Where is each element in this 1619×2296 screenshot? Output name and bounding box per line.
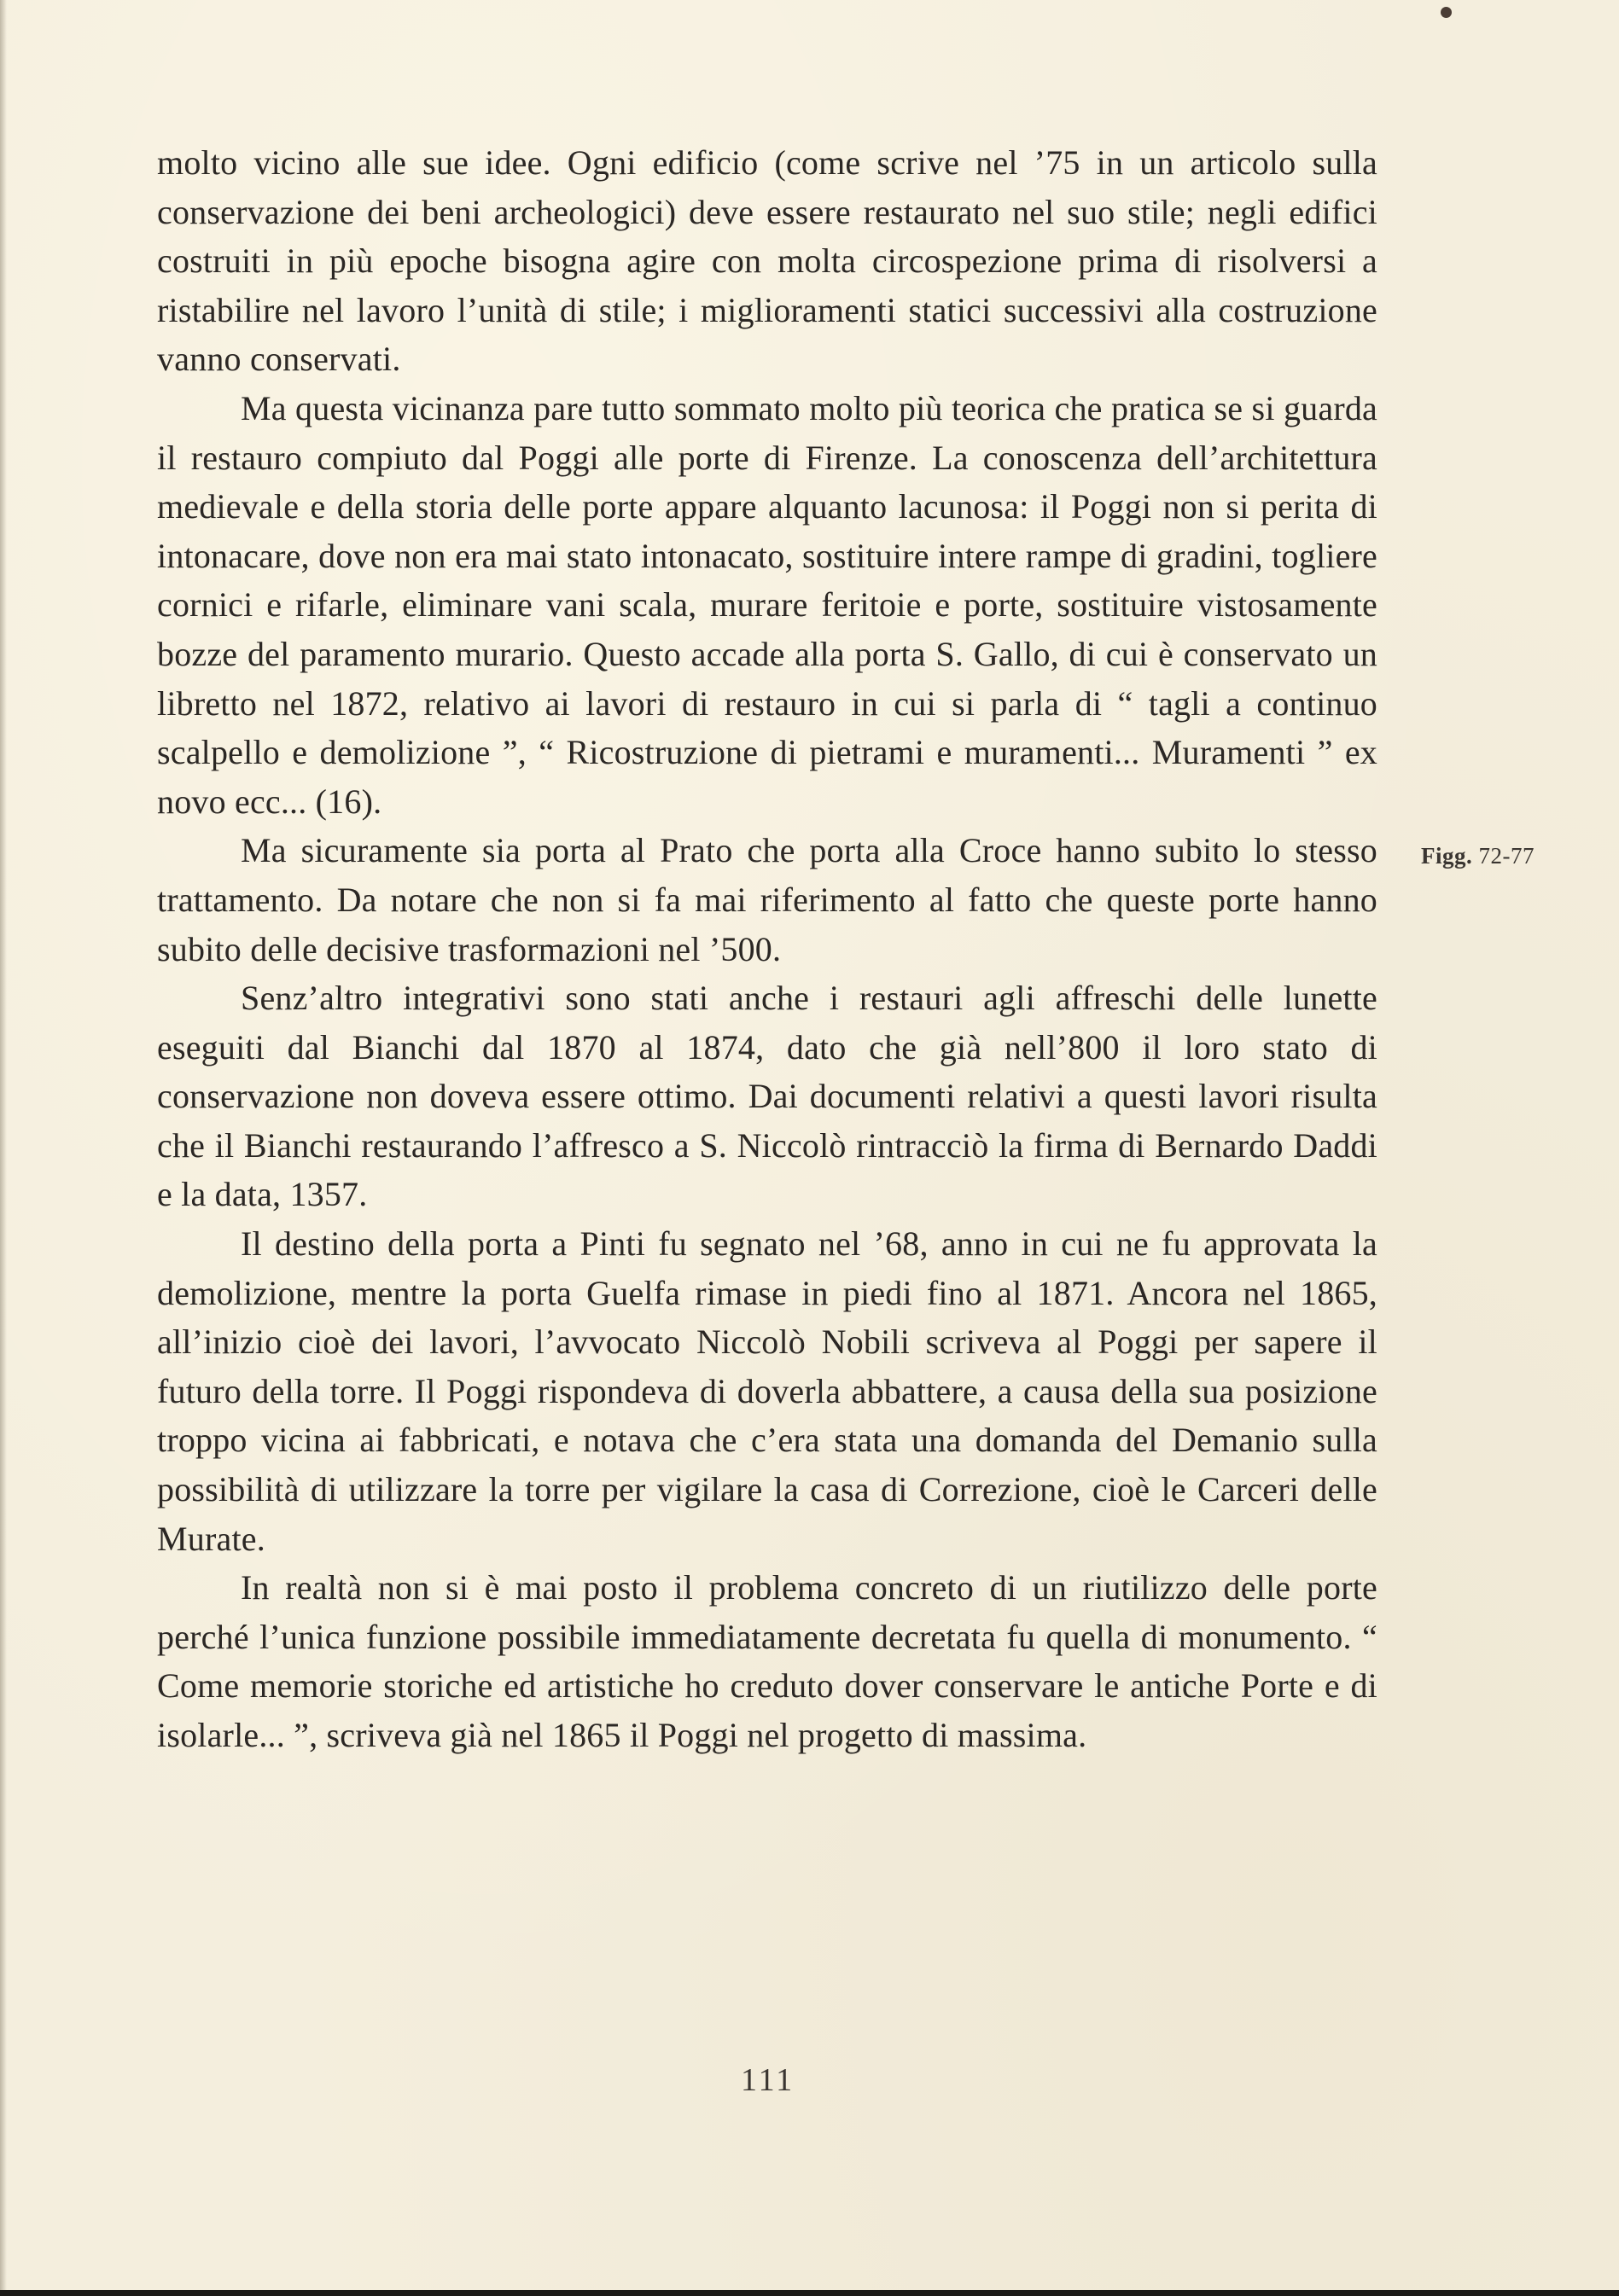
- paragraph: Senz’altro integrativi sono stati anche i restauri agli affreschi delle lunette eseguiti dal Bianchi dal 1870 al 1874, dato che già nell’800 il loro stato di conservazione non doveva essere ottimo. Dai documenti relativi a questi lavori risulta che il Bianchi restaurando l’affresco a S. Niccolò rintracciò la firma di Bernardo Daddi e la data, 1357.: [157, 979, 1377, 1214]
- figure-reference-label: Figg.: [1421, 843, 1473, 869]
- paragraph: molto vicino alle sue idee. Ogni edificio (come scrive nel ’75 in un articolo sulla conservazione dei beni archeologici) deve essere restaurato nel suo stile; negli edifici costruiti in più epoche bisogna agire con molta circospezione prima di risolversi a ristabilire nel lavoro l’unità di stile; i miglioramenti statici successivi alla costruzione vanno conservati.: [157, 143, 1377, 379]
- paragraph: In realtà non si è mai posto il problema concreto di un riutilizzo delle porte perché l’unica funzione possibile immediatamente decretata fu quella di monumento. “ Come memorie storiche ed artistiche ho creduto dover conservare le antiche Porte e di isolarle... ”, scriveva già nel 1865 il Poggi nel progetto di massima.: [157, 1568, 1377, 1754]
- page-number: 111: [741, 2062, 795, 2098]
- figure-reference-note: [1421, 843, 1535, 869]
- body-text: [157, 138, 1377, 1760]
- figure-reference-range: 72-77: [1478, 843, 1535, 869]
- paper-speck: [1441, 7, 1452, 18]
- paragraph: Ma questa vicinanza pare tutto sommato molto più teorica che pratica se si guarda il restauro compiuto dal Poggi alle porte di Firenze. La conoscenza dell’architettura medievale e della storia delle porte appare alquanto lacunosa: il Poggi non si perita di intonacare, dove non era mai stato intonacato, sostituire intere rampe di gradini, togliere cornici e rifarle, eliminare vani scala, murare feritoie e porte, sostituire vistosamente bozze del paramento murario. Questo accade alla porta S. Gallo, di cui è conservato un libretto nel 1872, relativo ai lavori di restauro in cui si parla di “ tagli a continuo scalpello e demolizione ”, “ Ricostruzione di pietrami e muramenti... Muramenti ” ex novo ecc... (16).: [157, 388, 1377, 821]
- paragraph: Ma sicuramente sia porta al Prato che porta alla Croce hanno subito lo stesso trattamento. Da notare che non si fa mai riferimento al fatto che queste porte hanno subito delle decisive trasformazioni nel ’500.: [157, 831, 1377, 968]
- paragraph: Il destino della porta a Pinti fu segnato nel ’68, anno in cui ne fu approvata la demolizione, mentre la porta Guelfa rimase in piedi fino al 1871. Ancora nel 1865, all’inizio cioè dei lavori, l’avvocato Niccolò Nobili scriveva al Poggi per sapere il futuro della torre. Il Poggi rispondeva di doverla abbattere, a causa della sua posizione troppo vicina ai fabbricati, e notava che c’era stata una domanda del Demanio sulla possibilità di utilizzare la torre per vigilare la casa di Correzione, cioè le Carceri delle Murate.: [157, 1224, 1377, 1558]
